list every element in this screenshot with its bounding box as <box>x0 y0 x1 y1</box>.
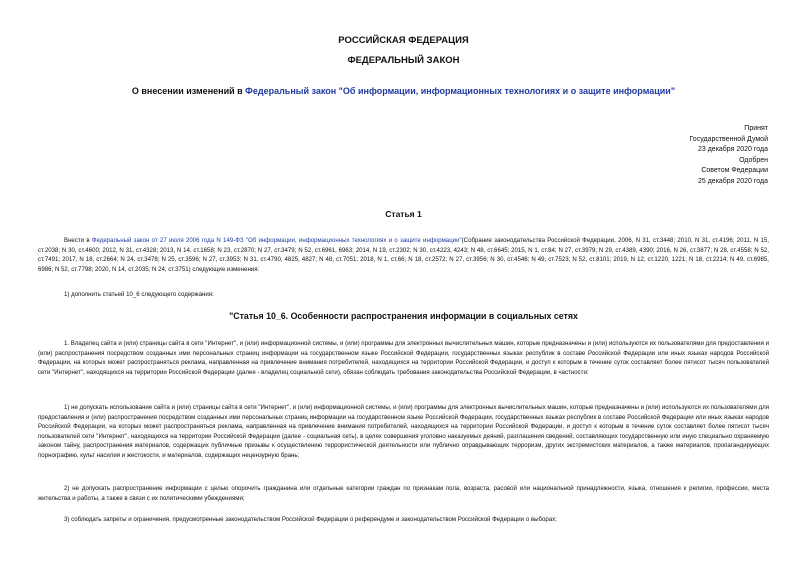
paragraph-1-3: 3) соблюдать запреты и ограничения, предусмотренные законодательством Российской Федерации о референдуме и законодательством Российской Федерации о выборах; <box>64 516 557 523</box>
article-intro <box>38 236 769 274</box>
law-title-prefix: О внесении изменений в <box>131 86 246 96</box>
new-article-heading: "Статья 10_6. Особенности распространения информации в социальных сетях <box>229 311 578 321</box>
law-title-link[interactable]: Федеральный закон "Об информации, информационных технологиях и о защите информации" <box>245 86 676 96</box>
law-type-heading: ФЕДЕРАЛЬНЫЙ ЗАКОН <box>347 55 460 66</box>
country-heading: РОССИЙСКАЯ ФЕДЕРАЦИЯ <box>338 35 469 46</box>
paragraph-1-2: 2) не допускать распространение информации с целью опорочить гражданина или отдельные категории граждан по признакам пола, возраста, расовой или национальной принадлежности, языка, отношения к религии, профессии, места жительства и работы, а также в связи с их политическими убеждениями; <box>38 485 769 502</box>
intro-law-link[interactable]: Федеральный закон от 27 июля 2006 года N 149-ФЗ "Об информации, информационных технологиях и о защите информации" <box>91 237 462 244</box>
adopted-label: Принят <box>744 125 768 132</box>
adoption-block <box>689 124 768 188</box>
approved-label: Одобрен <box>739 156 768 164</box>
article-heading: Статья 1 <box>385 209 422 219</box>
approved-by: Советом Федерации <box>701 167 768 175</box>
paragraph-1: 1. Владелец сайта и (или) страницы сайта в сети "Интернет", и (или) информационной системы, и (или) программы для электронных вычислительных машин, которые предназначены и (или) используются их пользователями для предоставления и (или) распространения посредством созданных ими персональных страниц информации на государственном языке Российской Федерации, государственных языках республик в составе Российской Федерации или иных языках народов Российской Федерации, на которых может распространяться реклама, направленная на привлечение внимания потребителей, находящихся на территории Российской Федерации, и доступ к которым в течение суток составляет более пятисот тысяч пользователей сети "Интернет", находящихся на территории Российской Федерации (далее - владелец социальной сети), обязан соблюдать требования законодательства Российской Федерации, в частности: <box>38 340 769 376</box>
approved-date: 25 декабря 2020 года <box>697 177 768 185</box>
paragraph-1-1: 1) не допускать использование сайта и (или) страницы сайта в сети "Интернет", и (или) информационной системы, и (или) программы для электронных вычислительных машин, которые предназначены и (или) используются их пользователями для предоставления и (или) распространения посредством созданных ими персональных страниц информации на государственном языке Российской Федерации, государственных языках республик в составе Российской Федерации или иных языках народов Российской Федерации, на которых может распространяться реклама, направленная на привлечение внимания потребителей, находящихся на территории Российской Федерации, и доступ к которым в течение суток составляет более пятисот тысяч пользователей сети "Интернет", находящихся на территории Российской Федерации (далее - социальная сеть), в целях совершения уголовно наказуемых деяний, разглашения сведений, составляющих государственную или иную специально охраняемую законом тайну, распространения материалов, содержащих публичные призывы к осуществлению террористической деятельности или публично оправдывающих терроризм, других экстремистских материалов, а также материалов, пропагандирующих порнографию, культ насилия и жестокости, и материалов, содержащих нецензурную брань; <box>38 404 769 459</box>
adopted-date: 23 декабря 2020 года <box>697 146 768 154</box>
law-title <box>0 86 807 96</box>
adopted-by: Государственной Думой <box>689 135 768 143</box>
intro-prefix: Внести в <box>64 237 92 244</box>
item-1: 1) дополнить статьей 10_6 следующего содержания: <box>64 291 214 298</box>
intro-rest: (Собрание законодательства Российской Федерации, 2006, N 31, ст.3448; 2010, N 31, ст.4196; 2011, N 15, ст.2038; N 30, ст.4600; 2012, N 31, ст.4328; 2013, N 14, ст.1658; N 23, ст.2870; N 27, ст.3479; N 52, ст.6961, 6963; 2014, N 19, ст.2302; N 30, ст.4223, 4243; N 48, ст.6645; 2015, N 1, ст.84; N 27, ст.3979; N 29, ст.4389, 4390; 2016, N 26, ст.3877; N 28, ст.4558; N 52, ст.7491; 2017, N 18, ст.2664; N 24, ст.3478; N 25, ст.3596; N 27, ст.3953; N 31, ст.4790, 4825, 4827; N 48, ст.7051; 2018, N 1, ст.66; N 18, ст.2572; N 27, ст.3956; N 30, ст.4546; N 49, ст.7523; N 52, ст.8101; 2019, N 12, ст.1220, 1221; N 18, ст.2214; N 49, ст.6985, 6986; N 52, ст.7798; 2020, N 14, ст.2035; N 24, ст.3751) следующие изменения: <box>38 237 769 273</box>
